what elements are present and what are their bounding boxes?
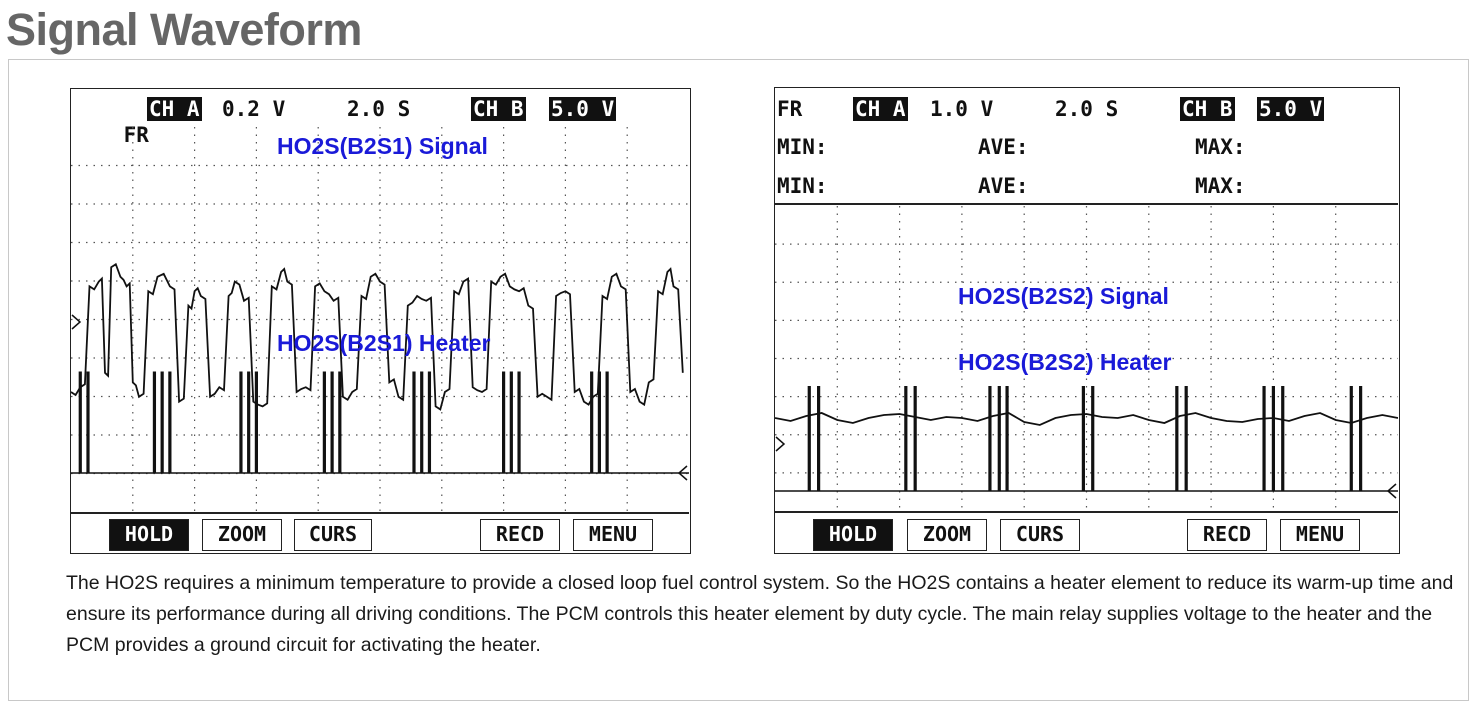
heater-pulse xyxy=(79,372,82,474)
curs-button[interactable]: CURS xyxy=(294,519,372,551)
heater-pulse xyxy=(1175,386,1178,491)
heater-pulse xyxy=(1091,386,1094,491)
channel-b-scale: 5.0 V xyxy=(551,97,615,121)
heater-pulse xyxy=(1350,386,1353,491)
menu-button[interactable]: MENU xyxy=(573,519,653,551)
page-title: Signal Waveform xyxy=(6,4,362,55)
heater-pulse xyxy=(86,372,89,474)
heater-pulse xyxy=(255,372,258,474)
channel-a-scale: 1.0 V xyxy=(930,97,994,121)
heater-trace-label: HO2S(B2S1) Heater xyxy=(277,330,491,356)
channel-b-label: CH B xyxy=(473,97,524,121)
description-text: The HO2S requires a minimum temperature to provide a closed loop fuel control system. So the HO2S contains a heater element to reduce its warm-up time and ensure its performance during all driving conditions. The PCM controls this heater element by duty cycle. The main relay supplies voltage to the heater and the PCM provides a ground circuit for activating the heater. xyxy=(66,572,1454,656)
recd-button[interactable]: RECD xyxy=(480,519,560,551)
curs-button[interactable]: CURS xyxy=(1000,519,1080,551)
max-readout: MAX: xyxy=(1195,174,1246,198)
channel-a-ground-marker xyxy=(72,315,80,329)
channel-b-label: CH B xyxy=(1182,97,1233,121)
channel-a-label: CH A xyxy=(855,97,906,121)
time-scale: 2.0 S xyxy=(347,97,411,121)
ave-readout: AVE: xyxy=(978,135,1029,159)
signal-trace-label: HO2S(B2S2) Signal xyxy=(958,283,1169,309)
heater-pulse xyxy=(502,372,505,474)
channel-b-scale: 5.0 V xyxy=(1259,97,1323,121)
heater-pulse xyxy=(1082,386,1085,491)
heater-pulse xyxy=(338,372,341,474)
heater-pulse xyxy=(808,386,811,491)
signal-trace-label: HO2S(B2S1) Signal xyxy=(277,133,488,159)
heater-pulse xyxy=(1262,386,1265,491)
heater-pulse xyxy=(153,372,156,474)
heater-pulse xyxy=(606,372,609,474)
heater-pulse xyxy=(1005,386,1008,491)
heater-pulse xyxy=(412,372,415,474)
min-readout: MIN: xyxy=(777,174,828,198)
scope-left xyxy=(70,88,691,554)
ave-readout: AVE: xyxy=(978,174,1029,198)
heater-pulse xyxy=(420,372,423,474)
frame-label: FR xyxy=(123,123,149,147)
heater-pulse xyxy=(510,372,513,474)
channel-a-label: CH A xyxy=(149,97,200,121)
heater-pulse xyxy=(590,372,593,474)
recd-button[interactable]: RECD xyxy=(1187,519,1267,551)
heater-pulse xyxy=(914,386,917,491)
heater-pulse xyxy=(168,372,171,474)
heater-pulse xyxy=(1272,386,1275,491)
channel-a-ground-marker xyxy=(776,437,784,451)
hold-button[interactable]: HOLD xyxy=(109,519,189,551)
heater-pulse xyxy=(1281,386,1284,491)
heater-pulse xyxy=(817,386,820,491)
zoom-button[interactable]: ZOOM xyxy=(202,519,282,551)
heater-pulse xyxy=(1359,386,1362,491)
time-scale: 2.0 S xyxy=(1055,97,1119,121)
scope-right xyxy=(774,87,1400,554)
heater-pulse xyxy=(1185,386,1188,491)
min-readout: MIN: xyxy=(777,135,828,159)
frame-label: FR xyxy=(777,97,803,121)
heater-pulse xyxy=(323,372,326,474)
heater-trace-label: HO2S(B2S2) Heater xyxy=(958,349,1172,375)
heater-pulse xyxy=(988,386,991,491)
menu-button[interactable]: MENU xyxy=(1280,519,1360,551)
max-readout: MAX: xyxy=(1195,135,1246,159)
waveform-plot xyxy=(71,127,689,512)
heater-pulse xyxy=(598,372,601,474)
zoom-button[interactable]: ZOOM xyxy=(907,519,987,551)
heater-pulse xyxy=(239,372,242,474)
heater-pulse xyxy=(331,372,334,474)
heater-pulse xyxy=(904,386,907,491)
heater-pulse xyxy=(247,372,250,474)
heater-pulse xyxy=(517,372,520,474)
heater-pulse xyxy=(161,372,164,474)
heater-pulse xyxy=(998,386,1001,491)
channel-a-scale: 0.2 V xyxy=(222,97,286,121)
signal-trace xyxy=(775,413,1398,425)
heater-pulse xyxy=(428,372,431,474)
hold-button[interactable]: HOLD xyxy=(813,519,893,551)
